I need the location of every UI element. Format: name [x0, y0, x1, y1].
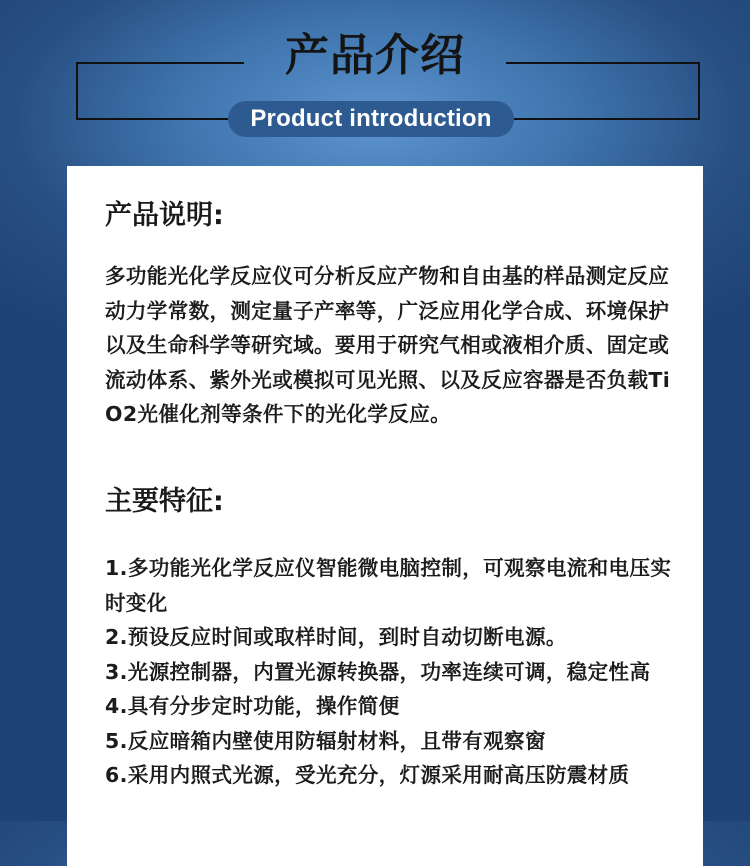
description-paragraph: 多功能光化学反应仪可分析反应产物和自由基的样品测定反应动力学常数，测定量子产率等，广泛应用化学合成、环境保护以及生命科学等研究域。要用于研究气相或液相介质、固定或流动体系、紫外光或模拟可见光照、以及反应容器是否负载TiO2光催化剂等条件下的光化学反应。 — [105, 264, 671, 426]
page-title: 产品介绍 — [285, 30, 465, 81]
content-card — [67, 166, 703, 866]
features-list — [105, 551, 677, 793]
features-heading: 主要特征: — [105, 486, 224, 517]
frame-line-bottom-right — [514, 118, 700, 120]
description-heading: 产品说明: — [105, 200, 224, 231]
list-item: 5.反应暗箱内壁使用防辐射材料，且带有观察窗 — [105, 728, 546, 753]
list-item: 4.具有分步定时功能，操作简便 — [105, 694, 400, 718]
subtitle-badge: Product introduction — [228, 101, 514, 137]
list-item: 6.采用内照式光源，受光充分，灯源采用耐高压防震材质 — [105, 763, 630, 787]
list-item: 3.光源控制器，内置光源转换器，功率连续可调，稳定性高 — [105, 659, 651, 684]
frame-line-bottom-left — [76, 118, 228, 120]
list-item: 1.多功能光化学反应仪智能微电脑控制，可观察电流和电压实时变化 — [105, 556, 672, 615]
list-item: 2.预设反应时间或取样时间，到时自动切断电源。 — [105, 625, 567, 649]
header-banner — [0, 0, 750, 165]
